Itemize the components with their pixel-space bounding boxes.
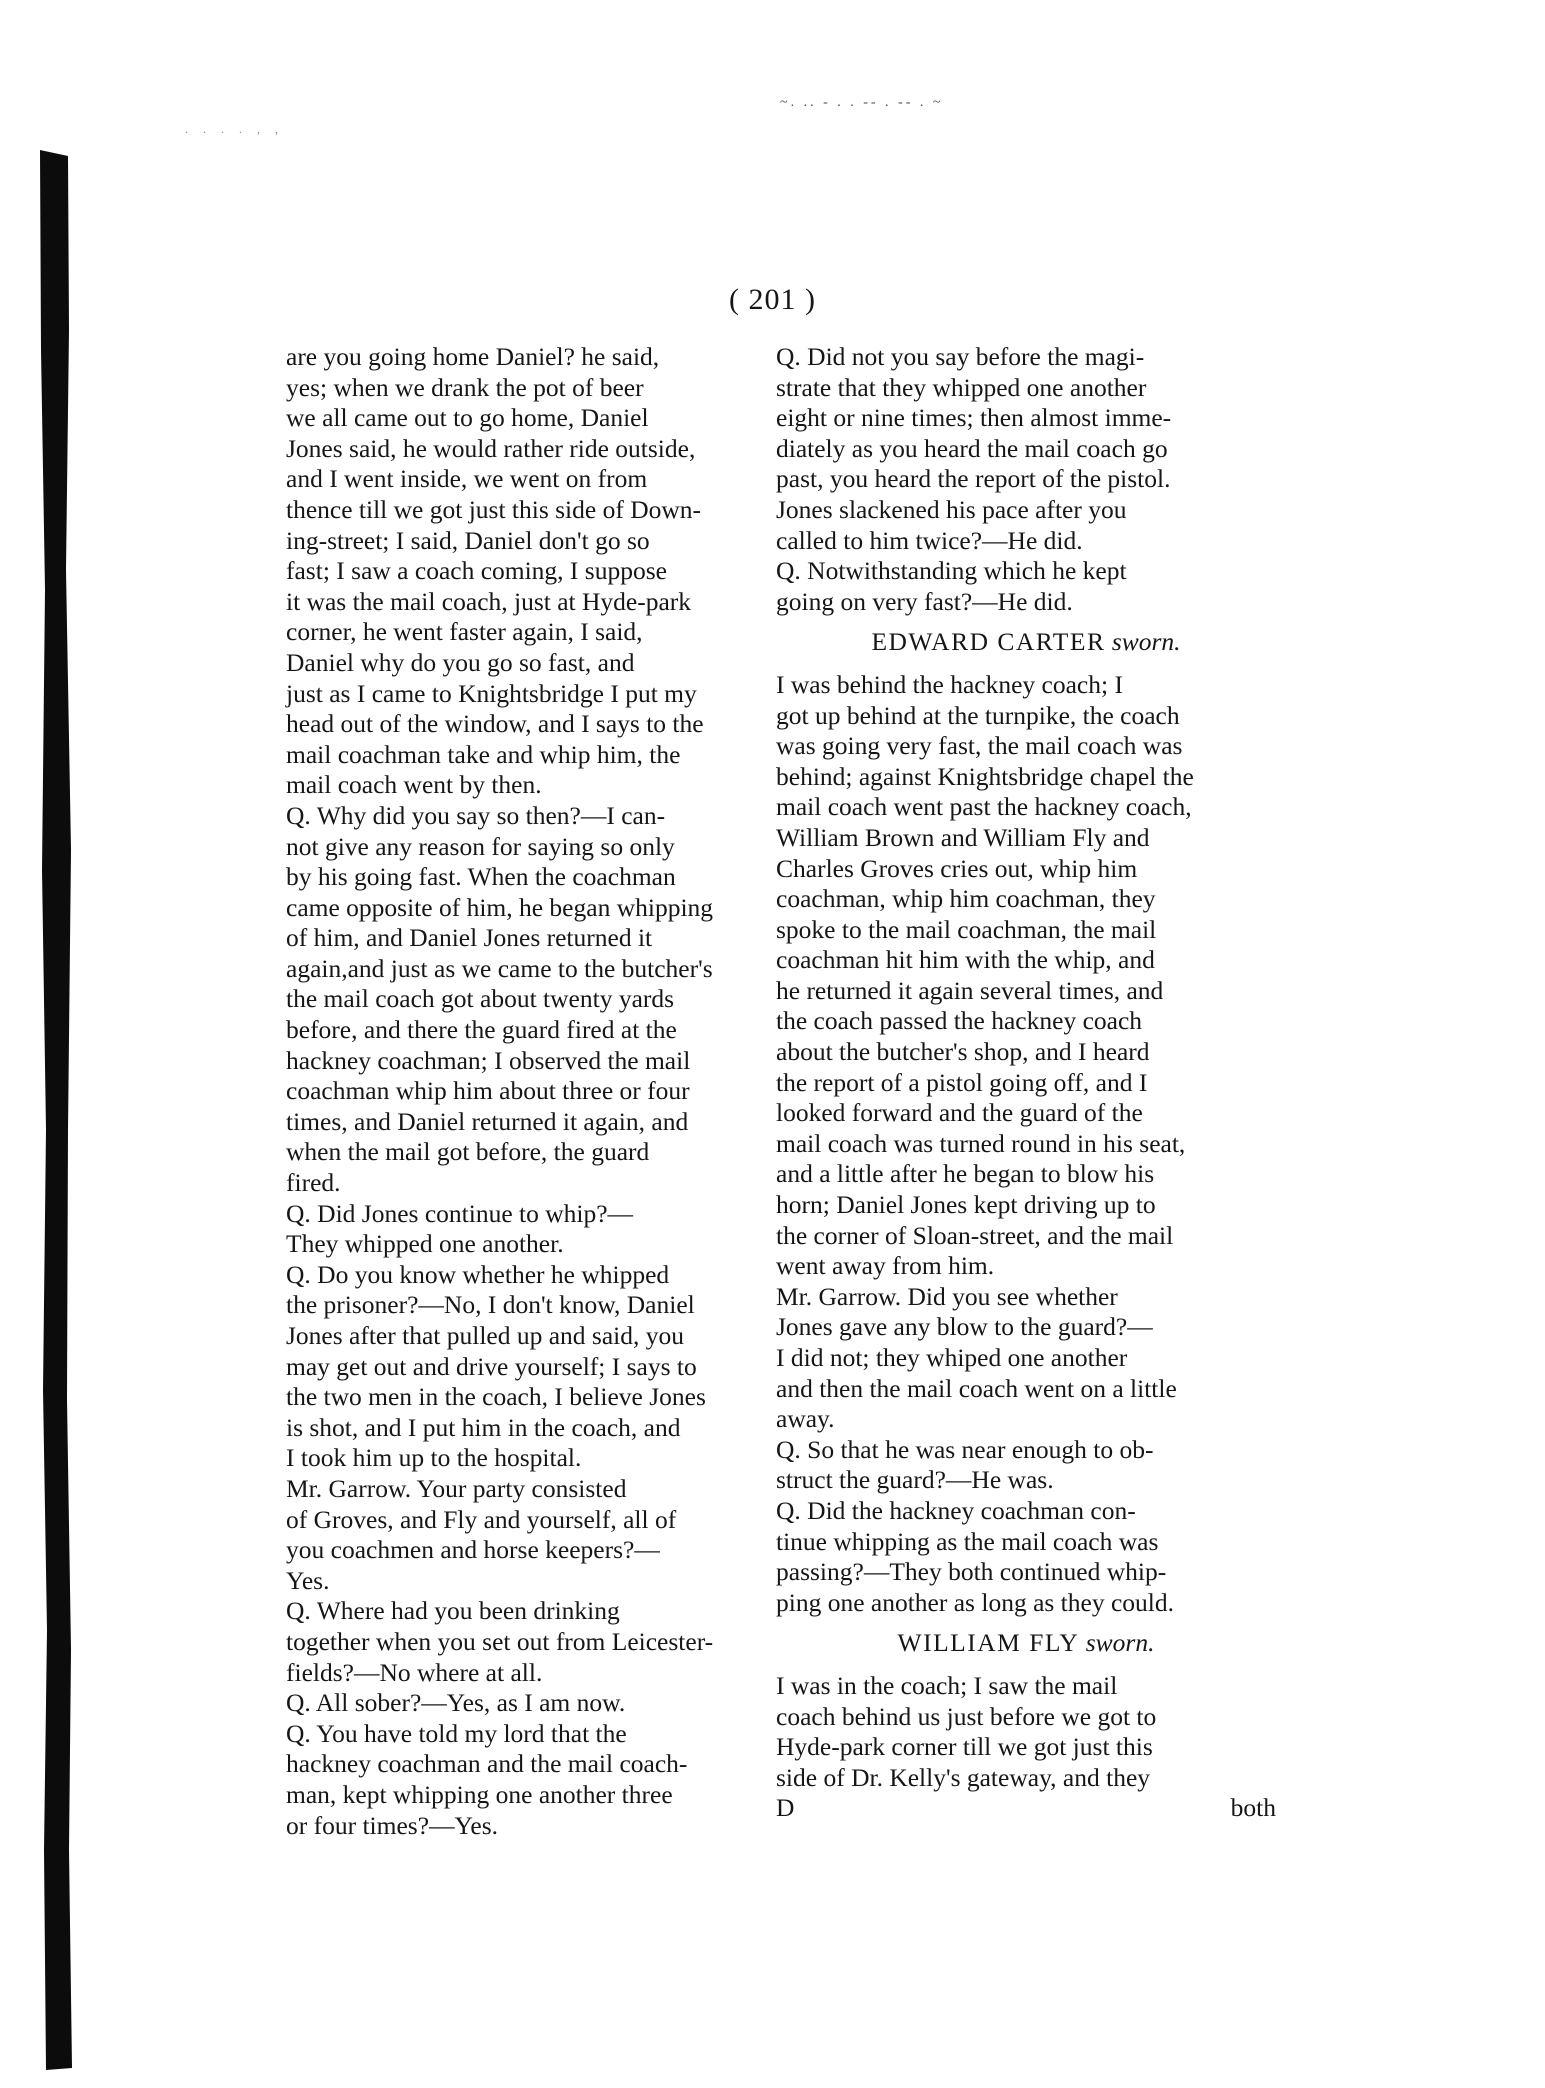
text-line: Q. Why did you say so then?—I can- bbox=[286, 800, 666, 830]
text-line: of him, and Daniel Jones returned it bbox=[286, 923, 653, 953]
text-line: I did not; they whiped one another bbox=[776, 1343, 1128, 1372]
text-line: Yes. bbox=[286, 1565, 330, 1595]
text-line: Mr. Garrow. Your party consisted bbox=[286, 1473, 627, 1503]
text-line: looked forward and the guard of the bbox=[776, 1098, 1143, 1128]
text-line: came opposite of him, he began whipping bbox=[286, 892, 714, 922]
text-line: horn; Daniel Jones kept driving up to bbox=[776, 1190, 1156, 1220]
text-line: the prisoner?—No, I don't know, Daniel bbox=[286, 1290, 695, 1320]
text-line: Jones slackened his pace after you bbox=[776, 494, 1127, 524]
text-line: again,and just as we came to the butcher's bbox=[286, 953, 713, 983]
text-line: of Groves, and Fly and yourself, all of bbox=[286, 1504, 677, 1534]
left-column bbox=[286, 342, 766, 1841]
text-line: it was the mail coach, just at Hyde-park bbox=[286, 586, 692, 616]
text-line: tinue whipping as the mail coach was bbox=[776, 1526, 1159, 1556]
text-line: Jones after that pulled up and said, you bbox=[286, 1321, 684, 1350]
text-line: the mail coach got about twenty yards bbox=[286, 984, 675, 1014]
text-line: hackney coachman and the mail coach- bbox=[286, 1749, 688, 1779]
text-line: the two men in the coach, I believe Jones bbox=[286, 1382, 706, 1412]
text-line: just as I came to Knightsbridge I put my bbox=[286, 678, 697, 708]
text-line: before, and there the guard fired at the bbox=[286, 1015, 677, 1045]
text-line: mail coach was turned round in his seat, bbox=[776, 1128, 1186, 1158]
text-line: eight or nine times; then almost imme- bbox=[776, 403, 1172, 433]
text-line: side of Dr. Kelly's gateway, and they bbox=[776, 1762, 1151, 1792]
text-line: fields?—No where at all. bbox=[286, 1657, 543, 1687]
text-line: going on very fast?—He did. bbox=[776, 586, 1073, 616]
text-line: mail coach went by then. bbox=[286, 770, 542, 800]
text-line: ping one another as long as they could. bbox=[776, 1587, 1174, 1617]
text-line: or four times?—Yes. bbox=[286, 1810, 499, 1840]
text-line: Mr. Garrow. Did you see whether bbox=[776, 1281, 1118, 1311]
text-line: went away from him. bbox=[776, 1251, 995, 1281]
text-line: Q. Did the hackney coachman con- bbox=[776, 1495, 1136, 1525]
text-line: the corner of Sloan-street, and the mail bbox=[776, 1220, 1174, 1250]
text-line: ing-street; I said, Daniel don't go so bbox=[286, 525, 650, 555]
text-line: mail coachman take and whip him, the bbox=[286, 739, 681, 769]
page-number: ( 201 ) bbox=[729, 283, 816, 316]
text-line: the coach passed the hackney coach bbox=[776, 1006, 1143, 1036]
text-line: the report of a pistol going off, and I bbox=[776, 1067, 1148, 1097]
text-line: times, and Daniel returned it again, and bbox=[286, 1106, 689, 1136]
text-line: Jones said, he would rather ride outside, bbox=[286, 433, 696, 463]
text-line: about the butcher's shop, and I heard bbox=[776, 1037, 1150, 1067]
text-line: hackney coachman; I observed the mail bbox=[286, 1045, 691, 1075]
text-line: Q. So that he was near enough to ob- bbox=[776, 1434, 1154, 1464]
text-line: strate that they whipped one another bbox=[776, 372, 1147, 402]
text-line: They whipped one another. bbox=[286, 1229, 564, 1259]
text-line: mail coach went past the hackney coach, bbox=[776, 792, 1192, 822]
text-line: Q. Did Jones continue to whip?— bbox=[286, 1198, 634, 1228]
text-line: Q. Did not you say before the magi- bbox=[776, 342, 1145, 371]
right-block-1 bbox=[776, 342, 1276, 617]
text-line: past, you heard the report of the pistol. bbox=[776, 464, 1171, 494]
text-line: Q. Do you know whether he whipped bbox=[286, 1259, 670, 1289]
oath-label: sworn. bbox=[1111, 627, 1181, 657]
text-line: I was behind the hackney coach; I bbox=[776, 669, 1123, 699]
text-line: Q. Notwithstanding which he kept bbox=[776, 556, 1127, 586]
text-line: spoke to the mail coachman, the mail bbox=[776, 914, 1157, 944]
text-line: and then the mail coach went on a little bbox=[776, 1373, 1177, 1403]
text-line: coachman hit him with the whip, and bbox=[776, 945, 1155, 975]
text-line: not give any reason for saying so only bbox=[286, 831, 675, 861]
text-line: is shot, and I put him in the coach, and bbox=[286, 1412, 681, 1442]
text-line: when the mail got before, the guard bbox=[286, 1137, 650, 1167]
witness-heading-edward-carter bbox=[776, 627, 1276, 658]
text-line: I took him up to the hospital. bbox=[286, 1443, 582, 1473]
text-line: Hyde-park corner till we got just this bbox=[776, 1732, 1153, 1762]
page-speckle-top: ~. .. - . . -- . -- . ~ bbox=[780, 95, 944, 110]
text-line: yes; when we drank the pot of beer bbox=[286, 372, 644, 402]
text-line: Q. You have told my lord that the bbox=[286, 1718, 627, 1748]
text-line: Q. All sober?—Yes, as I am now. bbox=[286, 1688, 626, 1718]
text-line: called to him twice?—He did. bbox=[776, 525, 1083, 555]
text-line: behind; against Knightsbridge chapel the bbox=[776, 761, 1194, 791]
text-line: struct the guard?—He was. bbox=[776, 1465, 1054, 1495]
text-line: by his going fast. When the coachman bbox=[286, 862, 676, 892]
catchword: both bbox=[1230, 1793, 1276, 1823]
text-line: passing?—They both continued whip- bbox=[776, 1557, 1167, 1587]
text-line: got up behind at the turnpike, the coach bbox=[776, 700, 1180, 730]
text-line: and I went inside, we went on from bbox=[286, 464, 648, 494]
binding-edge-shadow bbox=[38, 150, 72, 2070]
witness-name: EDWARD CARTER bbox=[871, 627, 1106, 657]
text-line: coachman, whip him coachman, they bbox=[776, 884, 1156, 914]
text-line: William Brown and William Fly and bbox=[776, 822, 1150, 852]
text-line: Q. Where had you been drinking bbox=[286, 1596, 620, 1626]
text-line: Jones gave any blow to the guard?— bbox=[776, 1312, 1153, 1342]
text-line: he returned it again several times, and bbox=[776, 975, 1164, 1005]
right-block-2 bbox=[776, 670, 1276, 1618]
witness-heading-william-fly bbox=[776, 1628, 1276, 1659]
text-line: head out of the window, and I says to the bbox=[286, 709, 704, 739]
text-line: away. bbox=[776, 1404, 835, 1434]
text-line: corner, he went faster again, I said, bbox=[286, 617, 643, 647]
text-line: you coachmen and horse keepers?— bbox=[286, 1535, 660, 1565]
text-line: fast; I saw a coach coming, I suppose bbox=[286, 556, 667, 586]
witness-name: WILLIAM FLY bbox=[897, 1628, 1080, 1658]
text-line: diately as you heard the mail coach go bbox=[776, 433, 1168, 463]
text-line: together when you set out from Leicester- bbox=[286, 1626, 714, 1656]
text-line: I was in the coach; I saw the mail bbox=[776, 1670, 1118, 1700]
text-line: thence till we got just this side of Down- bbox=[286, 494, 702, 524]
text-line: are you going home Daniel? he said, bbox=[286, 342, 660, 371]
page-speckle-side: . . . . , , bbox=[185, 122, 284, 136]
text-line: we all came out to go home, Daniel bbox=[286, 403, 649, 433]
text-line: Charles Groves cries out, whip him bbox=[776, 853, 1138, 883]
text-line: was going very fast, the mail coach was bbox=[776, 731, 1183, 761]
right-column bbox=[776, 342, 1276, 1824]
text-line: and a little after he began to blow his bbox=[776, 1159, 1155, 1189]
signature-mark: D bbox=[776, 1793, 795, 1823]
text-line: fired. bbox=[286, 1168, 341, 1198]
text-line: Daniel why do you go so fast, and bbox=[286, 647, 635, 677]
oath-label: sworn. bbox=[1085, 1628, 1155, 1658]
text-line: coach behind us just before we got to bbox=[776, 1701, 1157, 1731]
text-line: coachman whip him about three or four bbox=[286, 1076, 690, 1106]
text-line: may get out and drive yourself; I says to bbox=[286, 1351, 697, 1381]
right-block-3 bbox=[776, 1671, 1276, 1793]
text-line: man, kept whipping one another three bbox=[286, 1779, 673, 1809]
